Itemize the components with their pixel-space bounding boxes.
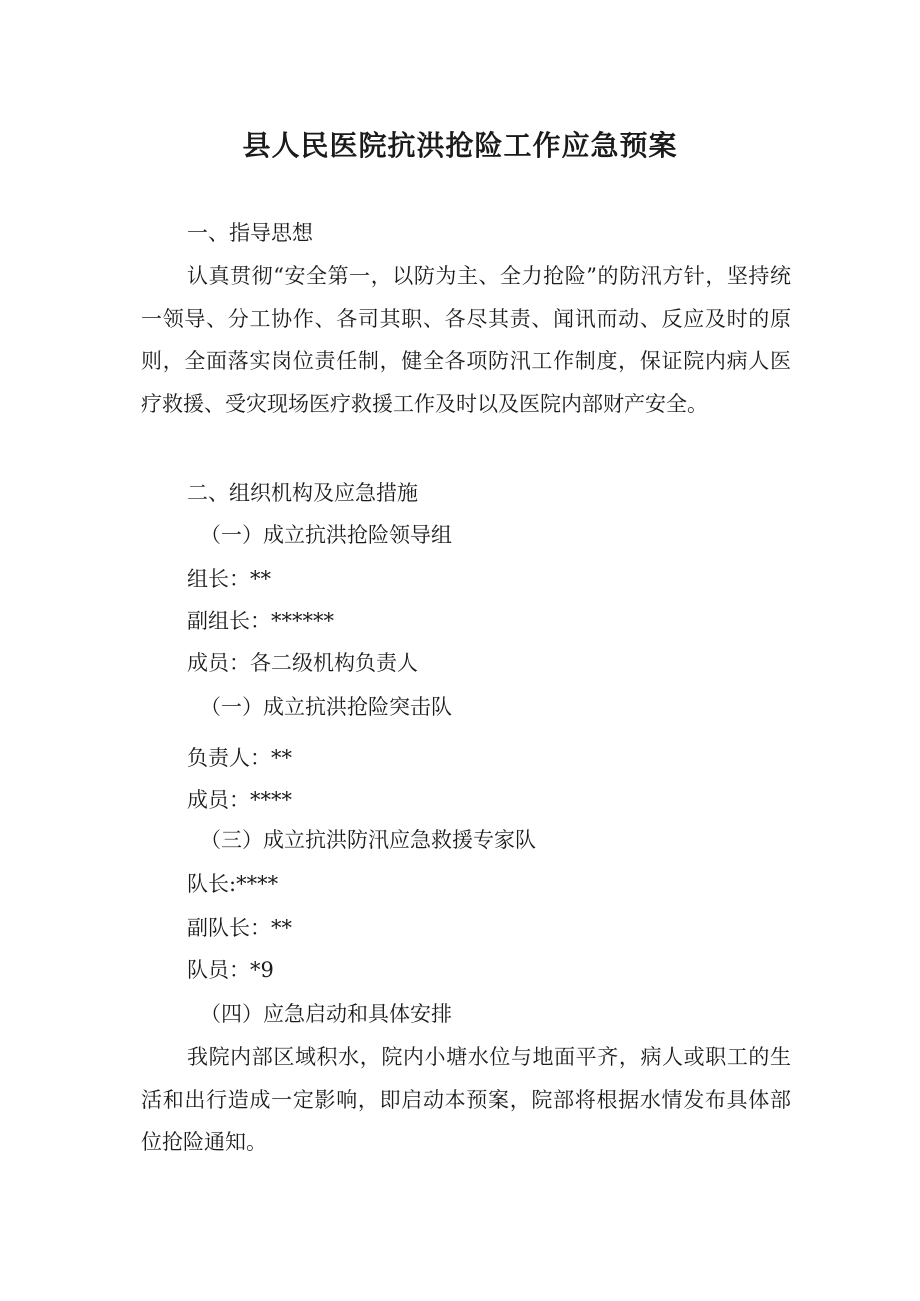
document-title: 县人民医院抗洪抢险工作应急预案 xyxy=(242,129,678,162)
section-heading-organization: 二、组织机构及应急措施 xyxy=(187,481,418,505)
section-heading-guiding-ideology: 一、指导思想 xyxy=(187,221,313,245)
guiding-ideology-paragraph: 认真贯彻“安全第一，以防为主、全力抢险”的防汛方针，坚持统一领导、分工协作、各司其职、各尽其责、闻讯而动、反应及时的原则，全面落实岗位责任制，健全各项防汛工作制度，保证院内病人医疗救援、受灾现场医疗救援工作及时以及医院内部财产安全。 xyxy=(141,264,791,416)
expert-team-members: 队员：*9 xyxy=(187,958,274,982)
leadership-group-deputy: 副组长：****** xyxy=(187,609,334,633)
subsection-heading-commando-team: （一）成立抗洪抢险突击队 xyxy=(200,695,452,719)
subsection-heading-expert-team: （三）成立抗洪防汛应急救援专家队 xyxy=(200,828,536,852)
leadership-group-members: 成员：各二级机构负责人 xyxy=(187,651,418,675)
commando-team-leader: 负责人：** xyxy=(187,746,292,770)
subsection-heading-emergency-activation: （四）应急启动和具体安排 xyxy=(200,1002,452,1026)
subsection-heading-leadership-group: （一）成立抗洪抢险领导组 xyxy=(200,523,452,547)
expert-team-leader: 队长:**** xyxy=(187,872,279,896)
emergency-activation-paragraph: 我院内部区域积水，院内小塘水位与地面平齐，病人或职工的生活和出行造成一定影响，即启动本预案，院部将根据水情发布具体部位抢险通知。 xyxy=(141,1045,791,1154)
commando-team-members: 成员：**** xyxy=(187,788,292,812)
leadership-group-leader: 组长：** xyxy=(187,567,271,591)
expert-team-deputy: 副队长：** xyxy=(187,916,292,940)
